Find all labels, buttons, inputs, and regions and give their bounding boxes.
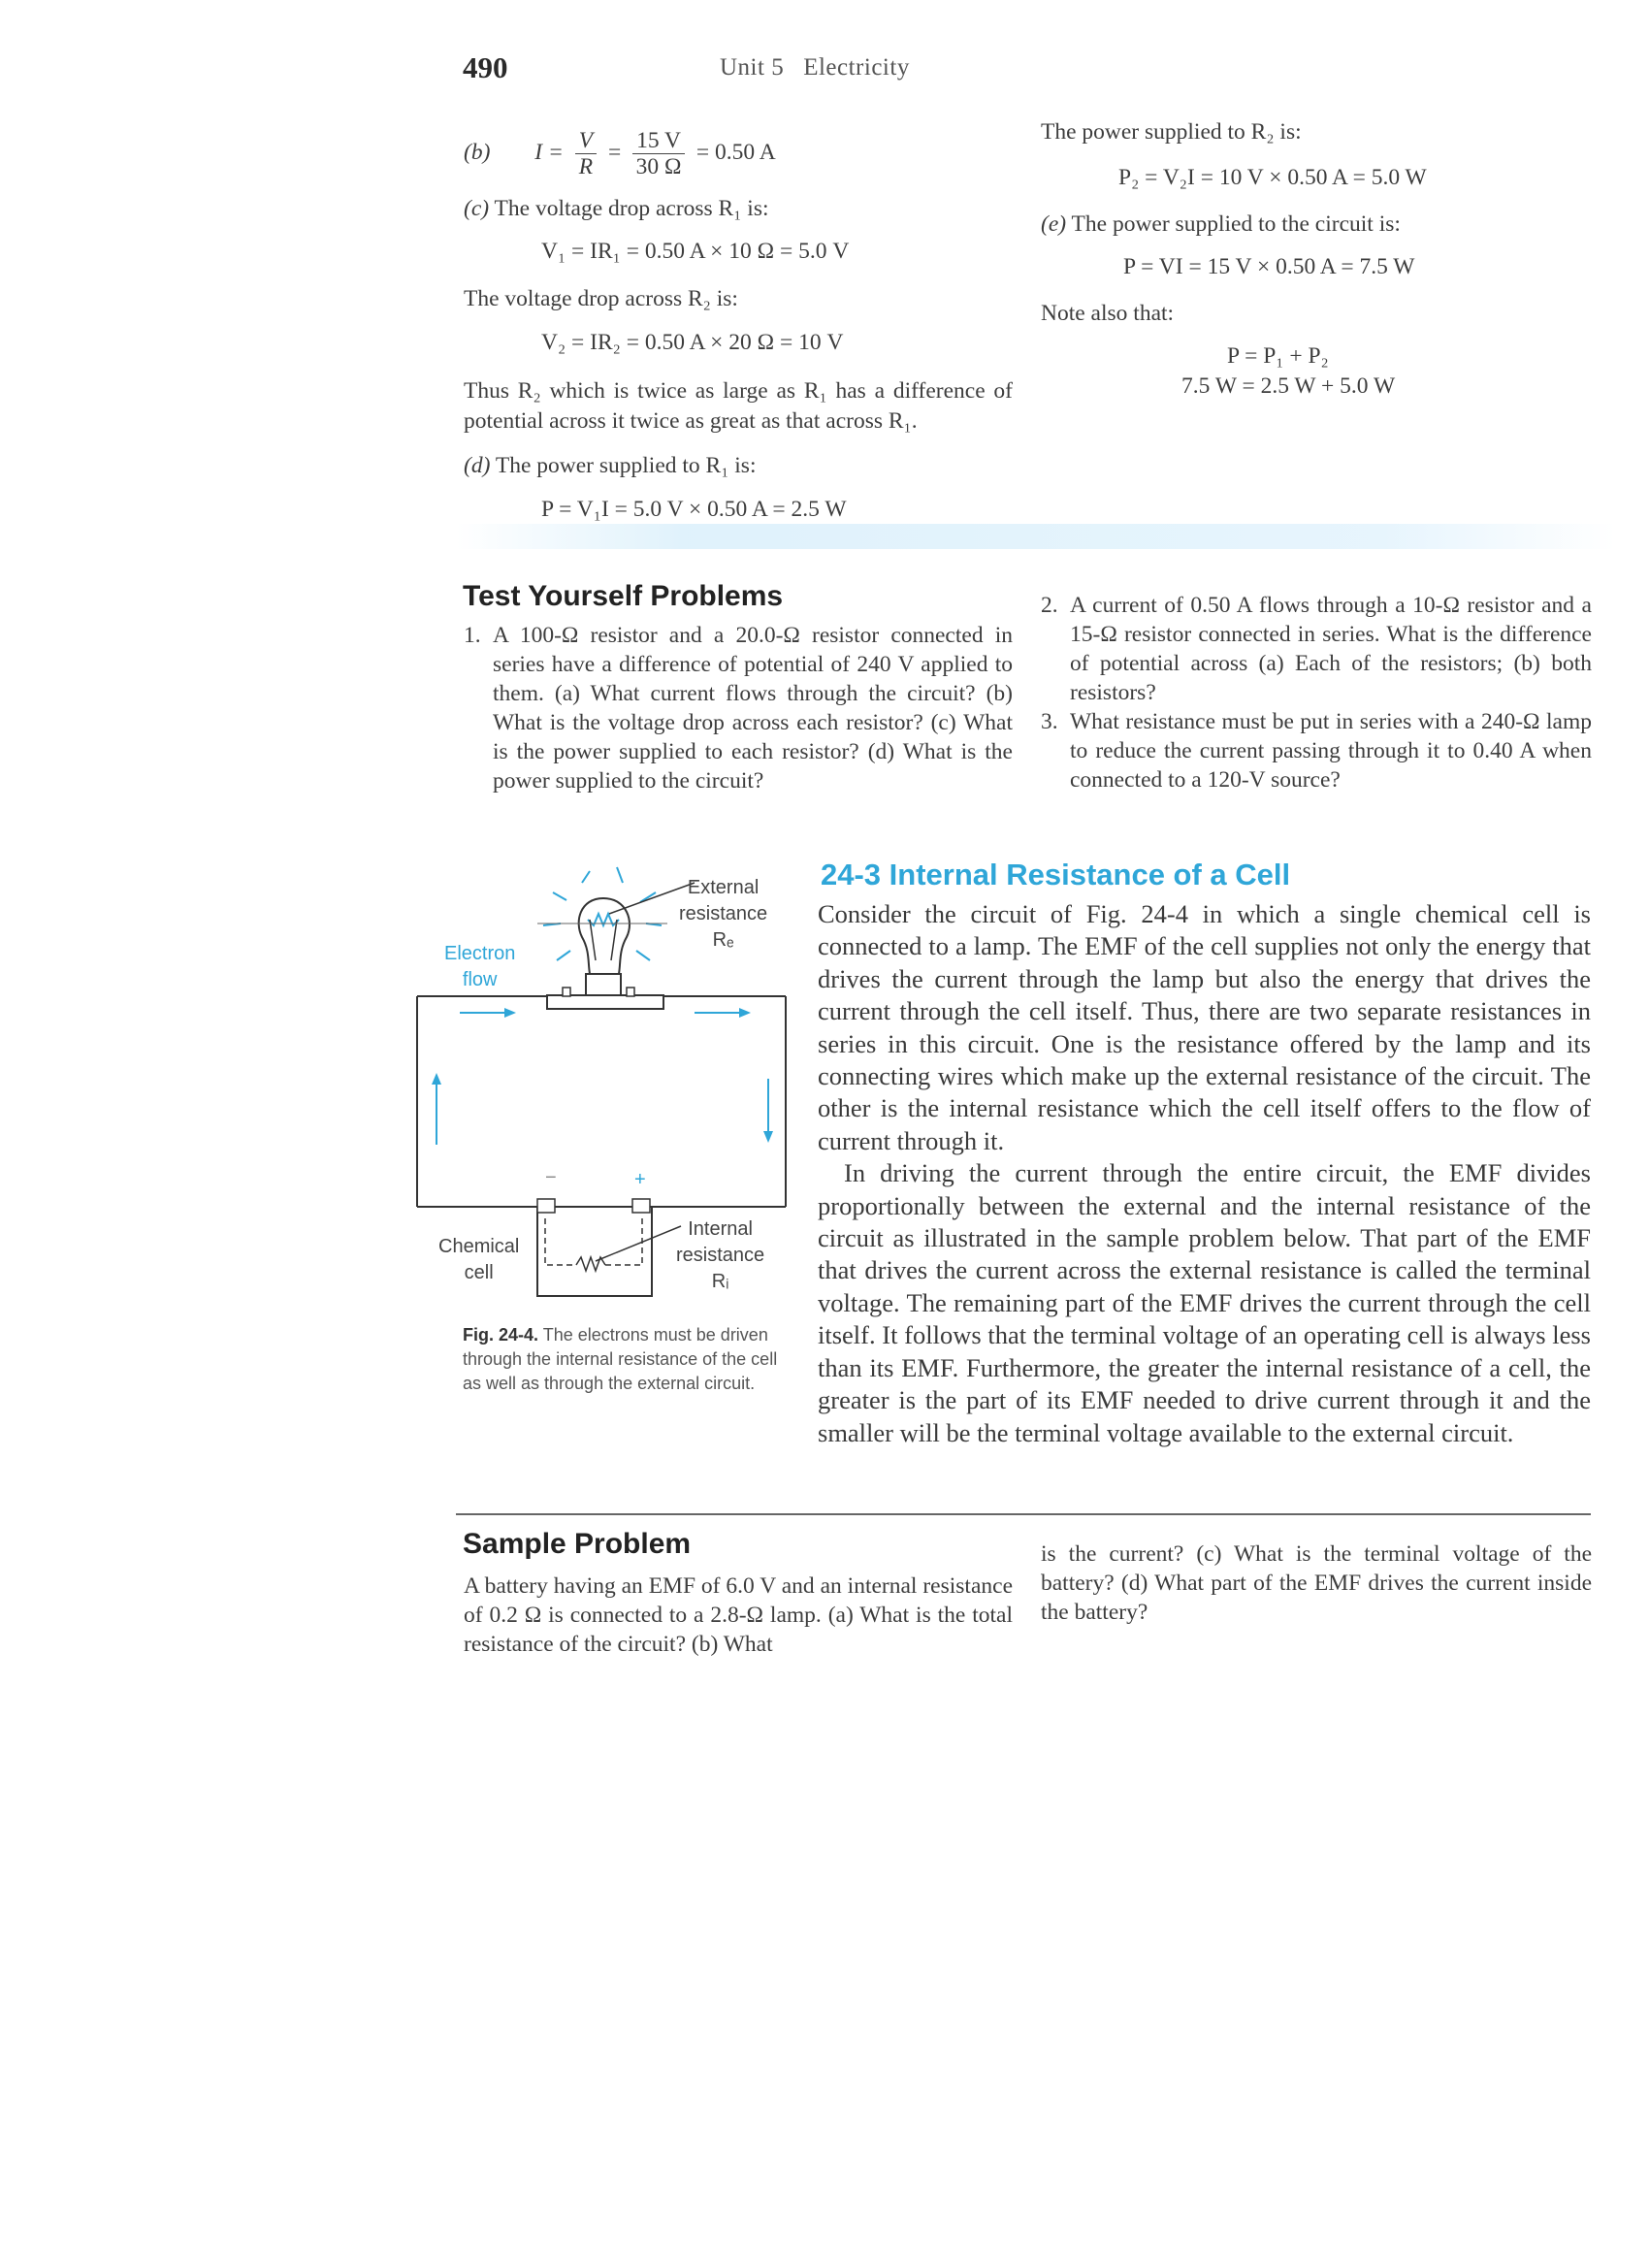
note-text: Note also that: bbox=[1041, 301, 1175, 326]
thus-paragraph: Thus R₂ which is twice as large as R₁ has a difference of potential across it twice as great as that across R₁. bbox=[464, 378, 1013, 434]
caption-text: The electrons must be driven through the internal resistance of the cell as well as through the external circuit. bbox=[463, 1325, 778, 1393]
socket-terminal-left bbox=[563, 988, 570, 996]
note-equation-2: 7.5 W = 2.5 W + 5.0 W bbox=[1181, 373, 1396, 399]
problem-1-text: A 100-Ω resistor and a 20.0-Ω resistor connected in series have a difference of potential of 240 V applied to them. (a) What current flows through the circuit? (b) What is the voltage drop across each resistor? (c) What is the power supplied to each resistor? (d) What is the power supplied to the circuit? bbox=[493, 623, 1013, 794]
electron-flow-label bbox=[444, 941, 515, 993]
problem-1 bbox=[464, 621, 1013, 795]
horizontal-rule bbox=[456, 1513, 1591, 1515]
external-label-line1: External bbox=[687, 877, 760, 898]
sample-problem-text-left: A battery having an EMF of 6.0 V and an internal resistance of 0.2 Ω is connected to a 2.8-Ω lamp. (a) What is the total resistance of the circuit? (b) What bbox=[464, 1573, 1013, 1657]
p2-equation: P₂ = V₂I = 10 V × 0.50 A = 5.0 W bbox=[1118, 165, 1427, 190]
e-equation: P = VI = 15 V × 0.50 A = 7.5 W bbox=[1123, 254, 1415, 279]
unit-label: Unit 5 bbox=[720, 54, 785, 81]
problem-2 bbox=[1041, 591, 1592, 707]
d-equation: P = V₁I = 5.0 V × 0.50 A = 2.5 W bbox=[541, 497, 847, 522]
chemical-cell-icon bbox=[537, 1199, 652, 1296]
internal-resistance-label bbox=[676, 1216, 764, 1295]
c-intro: (c) The voltage drop across R₁ is: bbox=[464, 196, 769, 221]
lamp-socket bbox=[547, 995, 663, 1009]
electron-label-line1: Electron bbox=[444, 943, 516, 964]
chapter-label: Electricity bbox=[803, 54, 910, 81]
problem-3-number: 3. bbox=[1041, 709, 1058, 734]
internal-label-symbol: Rᵢ bbox=[711, 1271, 729, 1292]
external-label-symbol: Rₑ bbox=[712, 929, 734, 951]
frac2-num: 15 V bbox=[632, 128, 685, 154]
problem-1-number: 1. bbox=[464, 623, 481, 648]
internal-label-line1: Internal bbox=[688, 1218, 753, 1240]
frac1-den: R bbox=[578, 154, 594, 179]
external-label-line2: resistance bbox=[679, 903, 768, 924]
decorative-band bbox=[456, 524, 1616, 549]
b-lhs: I = bbox=[534, 139, 564, 165]
chemical-label-line1: Chemical bbox=[438, 1236, 520, 1257]
fraction-v-over-r bbox=[575, 128, 597, 179]
e-intro: (e) The power supplied to the circuit is: bbox=[1041, 211, 1401, 237]
c-equation-2: V₂ = IR₂ = 0.50 A × 20 Ω = 10 V bbox=[541, 330, 844, 355]
internal-label-line2: resistance bbox=[676, 1245, 765, 1266]
chemical-cell-label bbox=[438, 1234, 519, 1286]
p2-intro: The power supplied to R₂ is: bbox=[1041, 119, 1302, 145]
frac1-num: V bbox=[575, 128, 597, 154]
section-paragraph-2: In driving the current through the entire circuit, the EMF divides proportionally between the external and the internal resistance of the circuit as illustrated in the sample problem below. That part of the EMF that drives the current across the external resistance is called the terminal voltage. The remaining part of the EMF drives the current through the cell itself. It follows that the terminal voltage of an operating cell is always less than its EMF. Furthermore, the greater the internal resistance of a cell, the greater is the part of its EMF needed to drive current through it and the smaller will be the terminal voltage available to the external circuit. bbox=[818, 1158, 1591, 1447]
d-intro-text: The power supplied to R₁ is: bbox=[495, 453, 757, 478]
socket-terminal-right bbox=[627, 988, 634, 996]
sample-problem-text-right: is the current? (c) What is the terminal voltage of the battery? (d) What part of the EMF drives the current inside the battery? bbox=[1041, 1541, 1592, 1625]
section-paragraph-1: Consider the circuit of Fig. 24-4 in which a single chemical cell is connected to a lamp. The EMF of the cell supplies not only the energy that drives the current through the lamp but also the energy that drives the current through the cell itself. Thus, there are two separate resistances in series in this circuit. One is the resistance offered by the lamp and its connecting wires which make up the external resistance of the circuit. The other is the internal resistance which the cell itself offers to the flow of current through it. bbox=[818, 899, 1591, 1155]
fraction-values bbox=[632, 128, 685, 179]
external-resistance-label bbox=[679, 875, 767, 954]
circuit-wire bbox=[417, 996, 786, 1207]
equals-sign: = bbox=[607, 139, 622, 165]
section-title: 24-3 Internal Resistance of a Cell bbox=[821, 858, 1291, 891]
c-equation-1: V₁ = IR₁ = 0.50 A × 10 Ω = 5.0 V bbox=[541, 239, 850, 264]
chemical-label-line2: cell bbox=[464, 1262, 494, 1283]
label-b: (b) bbox=[464, 139, 491, 165]
electron-label-line2: flow bbox=[462, 969, 498, 990]
plus-sign: + bbox=[634, 1169, 646, 1190]
page-number: 490 bbox=[463, 50, 508, 84]
c-intro-text: The voltage drop across R₁ is: bbox=[494, 196, 769, 221]
sample-problem-heading: Sample Problem bbox=[463, 1528, 692, 1560]
figure-caption bbox=[463, 1323, 778, 1396]
section-body bbox=[818, 898, 1591, 1449]
minus-sign: − bbox=[545, 1167, 557, 1188]
test-yourself-heading: Test Yourself Problems bbox=[463, 580, 784, 612]
c-intro-2: The voltage drop across R₂ is: bbox=[464, 286, 738, 311]
b-result: = 0.50 A bbox=[695, 139, 776, 165]
problem-3-text: What resistance must be put in series with a 240-Ω lamp to reduce the current passing through it to 0.40 A when connected to a 120-V source? bbox=[1070, 709, 1592, 793]
note-equation-1: P = P₁ + P₂ bbox=[1227, 343, 1329, 369]
running-head bbox=[720, 54, 910, 81]
e-intro-text: The power supplied to the circuit is: bbox=[1071, 211, 1401, 237]
caption-label: Fig. 24-4. bbox=[463, 1325, 539, 1345]
frac2-den: 30 Ω bbox=[635, 154, 682, 179]
d-intro: (d) The power supplied to R₁ is: bbox=[464, 453, 757, 478]
problem-3 bbox=[1041, 707, 1592, 794]
equation-b bbox=[464, 128, 776, 179]
problem-2-text: A current of 0.50 A flows through a 10-Ω resistor and a 15-Ω resistor connected in series. What is the difference of potential across (a) Each of the resistors; (b) both resistors? bbox=[1070, 593, 1592, 705]
problem-2-number: 2. bbox=[1041, 593, 1058, 618]
lamp-bulb-icon bbox=[579, 898, 630, 995]
